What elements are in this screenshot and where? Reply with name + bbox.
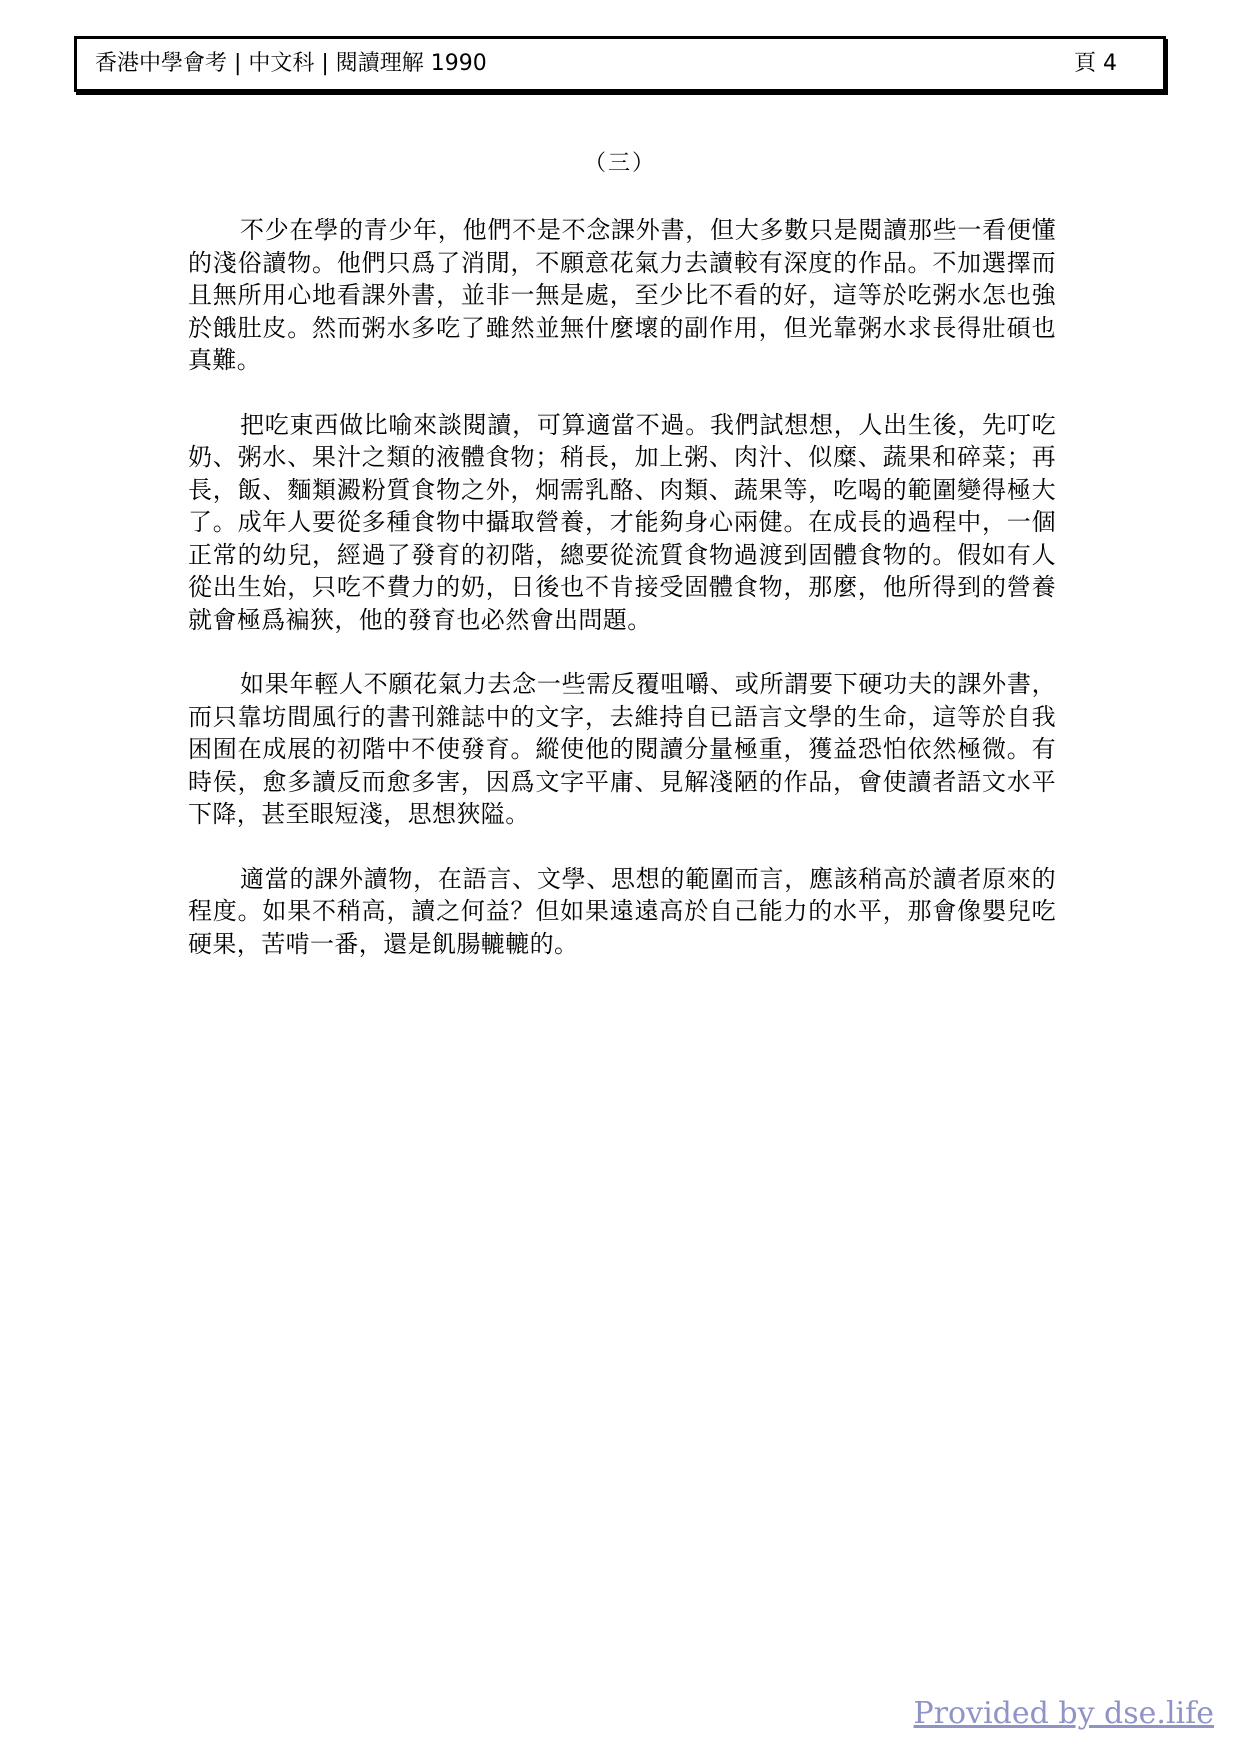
paragraph-1: 不少在學的青少年，他們不是不念課外書，但大多數只是閱讀那些一看便懂的淺俗讀物。他們只爲了消閒，不願意花氣力去讀較有深度的作品。不加選擇而且無所用心地看課外書，並非一無是處，至少比不看的好，這等於吃粥水怎也強於餓肚皮。然而粥水多吃了雖然並無什麼壞的副作用，但光靠粥水求長得壯碩也真難。	[188, 216, 1056, 374]
paragraph-2: 把吃東西做比喻來談閱讀，可算適當不過。我們試想想，人出生後，先叮吃奶、粥水、果汁之類的液體食物；稍長，加上粥、肉汁、似糜、蔬果和碎菜；再長，飯、麵類澱粉質食物之外，炯需乳酪、肉類、蔬果等，吃喝的範圍變得極大了。成年人要從多種食物中攝取營養，才能夠身心兩健。在成長的過程中，一個正常的幼兒，經過了發育的初階，總要從流質食物過渡到固體食物的。假如有人從出生始，只吃不費力的奶，日後也不肯接受固體食物，那麼，他所得到的營養就會極爲褊狹，他的發育也必然會出問題。	[188, 410, 1056, 634]
paragraph-4: 適當的課外讀物，在語言、文學、思想的範圍而言，應該稍高於讀者原來的程度。如果不稍高，讀之何益？但如果遠遠高於自己能力的水平，那會像嬰兒吃硬果，苦啃一番，還是飢腸轆轆的。	[188, 864, 1056, 958]
section-heading: （三）	[583, 151, 656, 176]
header-title: 香港中學會考 | 中文科 | 閱讀理解 1990	[95, 51, 487, 76]
page-header	[74, 36, 1166, 92]
paragraph-3: 如果年輕人不願花氣力去念一些需反覆咀嚼、或所謂要下硬功夫的課外書，而只靠坊間風行的書刊雜誌中的文字，去維持自已語言文學的生命，這等於自我困囿在成展的初階中不使發育。縱使他的閱讀分量極重，獲益恐怕依然極微。有時侯，愈多讀反而愈多害，因爲文字平庸、見解淺陋的作品，會使讀者語文水平下降，甚至眼短淺，思想狹隘。	[188, 670, 1056, 828]
source-credit-link[interactable]: Provided by dse.life	[913, 1696, 1214, 1731]
passage-body	[188, 214, 1056, 992]
page-number: 頁 4	[1074, 51, 1117, 76]
